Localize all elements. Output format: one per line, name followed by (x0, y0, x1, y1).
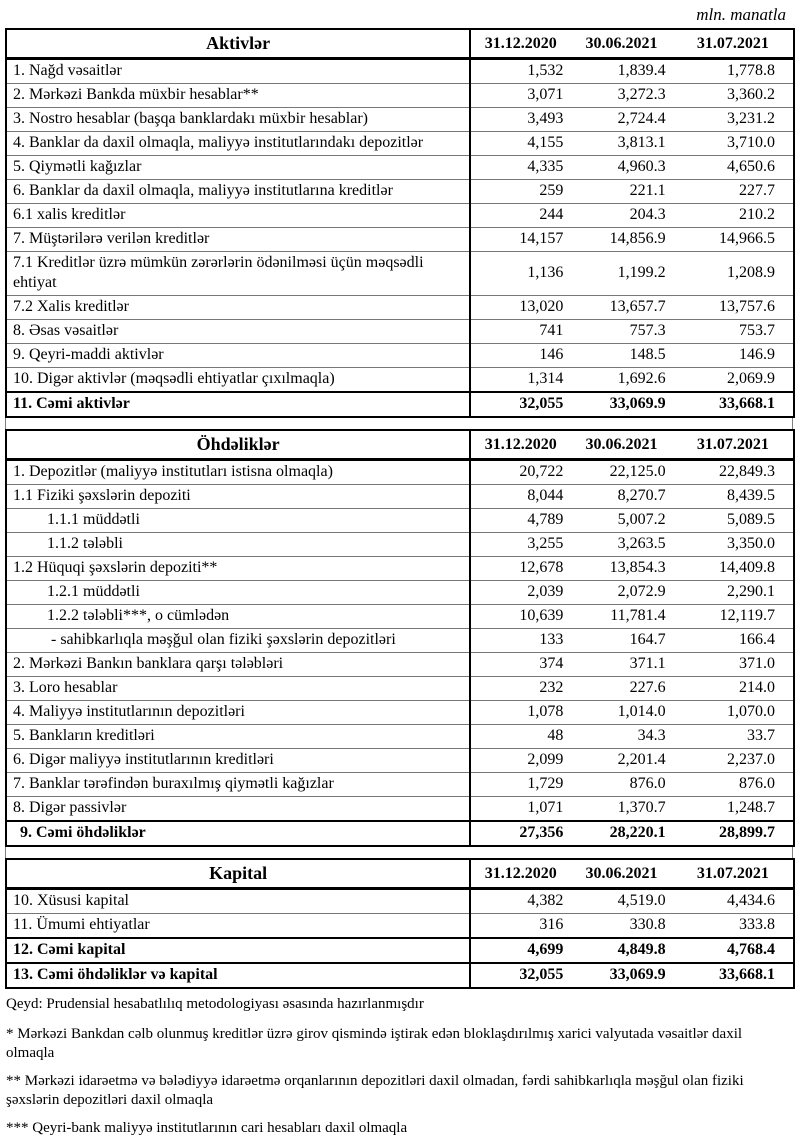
row-label: 1. Nağd vəsaitlər (6, 59, 470, 84)
row-value: 2,072.9 (570, 581, 672, 605)
row-value: 4,519.0 (570, 889, 672, 914)
row-value: 3,231.2 (673, 108, 794, 132)
row-label: 1.2 Hüquqi şəxslərin depoziti** (6, 557, 470, 581)
row-value: 753.7 (673, 320, 794, 344)
total-row (6, 821, 794, 846)
row-label: 9. Cəmi öhdəliklər (6, 821, 470, 846)
row-value: 33,069.9 (570, 392, 672, 417)
table-row (6, 132, 794, 156)
table-row (6, 581, 794, 605)
row-value: 1,839.4 (570, 59, 672, 84)
row-value: 2,724.4 (570, 108, 672, 132)
row-value: 32,055 (470, 963, 570, 988)
table-row (6, 485, 794, 509)
column-header-date1: 31.12.2020 (470, 859, 570, 889)
row-value: 3,272.3 (570, 84, 672, 108)
row-label: 12. Cəmi kapital (6, 938, 470, 963)
row-label: 7.2 Xalis kreditlər (6, 296, 470, 320)
row-value: 3,813.1 (570, 132, 672, 156)
row-value: 4,849.8 (570, 938, 672, 963)
row-value: 333.8 (673, 914, 794, 939)
row-value: 232 (470, 677, 570, 701)
table-row (6, 773, 794, 797)
unit-label: mln. manatla (696, 5, 786, 24)
row-value: 22,849.3 (673, 460, 794, 485)
row-label: 7. Müştərilərə verilən kreditlər (6, 228, 470, 252)
assets-header-row (6, 29, 794, 59)
row-value: 876.0 (673, 773, 794, 797)
row-value: 4,789 (470, 509, 570, 533)
row-value: 2,039 (470, 581, 570, 605)
row-value: 28,220.1 (570, 821, 672, 846)
row-value: 1,070.0 (673, 701, 794, 725)
row-value: 1,692.6 (570, 368, 672, 393)
row-value: 4,960.3 (570, 156, 672, 180)
row-value: 876.0 (570, 773, 672, 797)
row-value: 3,255 (470, 533, 570, 557)
row-value: 3,710.0 (673, 132, 794, 156)
table-gap (5, 418, 793, 429)
row-value: 2,069.9 (673, 368, 794, 393)
row-label: 7.1 Kreditlər üzrə mümkün zərərlərin ödənilməsi üçün məqsədli ehtiyat (6, 252, 470, 296)
row-label: 1.2.2 tələbli***, o cümlədən (6, 605, 470, 629)
row-value: 1,778.8 (673, 59, 794, 84)
table-row (6, 653, 794, 677)
row-value: 164.7 (570, 629, 672, 653)
table-row (6, 889, 794, 914)
row-value: 12,678 (470, 557, 570, 581)
row-label: 2. Mərkəzi Bankda müxbir hesablar** (6, 84, 470, 108)
row-label: 1.1.2 tələbli (6, 533, 470, 557)
row-label: 2. Mərkəzi Bankın banklara qarşı tələbləri (6, 653, 470, 677)
row-value: 2,099 (470, 749, 570, 773)
liabilities-table (5, 429, 795, 847)
table-row (6, 84, 794, 108)
row-value: 741 (470, 320, 570, 344)
row-label: 7. Banklar tərəfindən buraxılmış qiymətli kağızlar (6, 773, 470, 797)
row-value: 13,020 (470, 296, 570, 320)
row-value: 33,668.1 (673, 963, 794, 988)
row-value: 2,290.1 (673, 581, 794, 605)
row-value: 1,532 (470, 59, 570, 84)
row-value: 4,768.4 (673, 938, 794, 963)
column-header-date3: 31.07.2021 (673, 859, 794, 889)
footnotes-block (6, 995, 790, 1138)
row-value: 14,966.5 (673, 228, 794, 252)
row-value: 1,071 (470, 797, 570, 822)
row-value: 33,668.1 (673, 392, 794, 417)
row-value: 244 (470, 204, 570, 228)
row-value: 28,899.7 (673, 821, 794, 846)
row-value: 330.8 (570, 914, 672, 939)
table-row (6, 701, 794, 725)
row-label: 13. Cəmi öhdəliklər və kapital (6, 963, 470, 988)
row-label: 9. Qeyri-maddi aktivlər (6, 344, 470, 368)
row-value: 374 (470, 653, 570, 677)
section-title-assets: Aktivlər (6, 29, 470, 59)
table-row (6, 725, 794, 749)
row-value: 34.3 (570, 725, 672, 749)
table-row (6, 320, 794, 344)
row-value: 259 (470, 180, 570, 204)
row-label: - sahibkarlıqla məşğul olan fiziki şəxslərin depozitləri (6, 629, 470, 653)
row-value: 1,729 (470, 773, 570, 797)
assets-table (5, 28, 795, 418)
footnote-3: *** Qeyri-bank maliyyə institutlarının cari hesabları daxil olmaqla (6, 1120, 408, 1136)
row-value: 227.7 (673, 180, 794, 204)
row-label: 1.2.1 müddətli (6, 581, 470, 605)
row-label: 4. Maliyyə institutlarının depozitləri (6, 701, 470, 725)
section-title-liabilities: Öhdəliklər (6, 430, 470, 460)
row-label: 6. Digər maliyyə institutlarının kreditləri (6, 749, 470, 773)
row-label: 6.1 xalis kreditlər (6, 204, 470, 228)
row-value: 13,757.6 (673, 296, 794, 320)
row-label: 6. Banklar da daxil olmaqla, maliyyə institutlarına kreditlər (6, 180, 470, 204)
total-row (6, 392, 794, 417)
table-row (6, 629, 794, 653)
row-value: 1,078 (470, 701, 570, 725)
row-value: 3,360.2 (673, 84, 794, 108)
row-label: 8. Əsas vəsaitlər (6, 320, 470, 344)
table-row (6, 228, 794, 252)
row-value: 1,014.0 (570, 701, 672, 725)
row-value: 3,071 (470, 84, 570, 108)
row-value: 227.6 (570, 677, 672, 701)
row-value: 1,370.7 (570, 797, 672, 822)
table-row (6, 108, 794, 132)
row-value: 3,263.5 (570, 533, 672, 557)
row-value: 5,089.5 (673, 509, 794, 533)
row-label: 3. Loro hesablar (6, 677, 470, 701)
column-header-date1: 31.12.2020 (470, 29, 570, 59)
table-row (6, 59, 794, 84)
column-header-date1: 31.12.2020 (470, 430, 570, 460)
row-value: 13,657.7 (570, 296, 672, 320)
row-label: 1.1 Fiziki şəxslərin depoziti (6, 485, 470, 509)
column-header-date3: 31.07.2021 (673, 430, 794, 460)
row-value: 4,699 (470, 938, 570, 963)
row-value: 22,125.0 (570, 460, 672, 485)
section-title-capital: Kapital (6, 859, 470, 889)
table-row (6, 509, 794, 533)
row-label: 3. Nostro hesablar (başqa banklardakı müxbir hesablar) (6, 108, 470, 132)
row-label: 8. Digər passivlər (6, 797, 470, 822)
report-note: Qeyd: Prudensial hesabatlılıq metodologiyası əsasında hazırlanmışdır (6, 996, 424, 1012)
table-row (6, 677, 794, 701)
row-value: 316 (470, 914, 570, 939)
row-value: 3,493 (470, 108, 570, 132)
row-value: 133 (470, 629, 570, 653)
row-value: 20,722 (470, 460, 570, 485)
row-value: 5,007.2 (570, 509, 672, 533)
row-value: 4,335 (470, 156, 570, 180)
row-value: 1,136 (470, 252, 570, 296)
footnote-1: * Mərkəzi Bankdan cəlb olunmuş kreditlər üzrə girov qismində iştirak edən bloklaşdırılmış xarici valyutada vəsaitlər daxil olmaqla (6, 1026, 743, 1061)
row-value: 1,199.2 (570, 252, 672, 296)
row-label: 11. Cəmi aktivlər (6, 392, 470, 417)
row-value: 13,854.3 (570, 557, 672, 581)
row-value: 371.0 (673, 653, 794, 677)
row-label: 10. Xüsusi kapital (6, 889, 470, 914)
row-value: 4,434.6 (673, 889, 794, 914)
row-value: 12,119.7 (673, 605, 794, 629)
row-value: 1,248.7 (673, 797, 794, 822)
row-value: 146.9 (673, 344, 794, 368)
table-row (6, 749, 794, 773)
column-header-date2: 30.06.2021 (570, 29, 672, 59)
row-label: 11. Ümumi ehtiyatlar (6, 914, 470, 939)
row-value: 8,439.5 (673, 485, 794, 509)
row-value: 10,639 (470, 605, 570, 629)
row-label: 1.1.1 müddətli (6, 509, 470, 533)
row-value: 210.2 (673, 204, 794, 228)
table-row (6, 460, 794, 485)
row-value: 3,350.0 (673, 533, 794, 557)
table-row (6, 180, 794, 204)
footnote-2: ** Mərkəzi idarəetmə və bələdiyyə idarəetmə orqanlarının depozitləri daxil olmadan, fərdi sahibkarlıqla məşğul olan fiziki şəxslərin depozitləri daxil olmaqla (6, 1073, 744, 1108)
row-value: 27,356 (470, 821, 570, 846)
column-header-date2: 30.06.2021 (570, 430, 672, 460)
row-value: 371.1 (570, 653, 672, 677)
row-value: 148.5 (570, 344, 672, 368)
table-row (6, 914, 794, 939)
column-header-date3: 31.07.2021 (673, 29, 794, 59)
table-row (6, 344, 794, 368)
row-label: 10. Digər aktivlər (məqsədli ehtiyatlar çıxılmaqla) (6, 368, 470, 393)
row-value: 1,208.9 (673, 252, 794, 296)
table-row (6, 797, 794, 822)
row-value: 14,856.9 (570, 228, 672, 252)
table-gap (5, 847, 793, 858)
row-value: 166.4 (673, 629, 794, 653)
row-label: 5. Qiymətli kağızlar (6, 156, 470, 180)
row-value: 1,314 (470, 368, 570, 393)
row-value: 221.1 (570, 180, 672, 204)
table-row (6, 156, 794, 180)
row-value: 8,044 (470, 485, 570, 509)
liabilities-header-row (6, 430, 794, 460)
row-value: 2,237.0 (673, 749, 794, 773)
row-value: 4,650.6 (673, 156, 794, 180)
table-row (6, 557, 794, 581)
row-value: 14,157 (470, 228, 570, 252)
row-value: 32,055 (470, 392, 570, 417)
row-value: 757.3 (570, 320, 672, 344)
total-row (6, 938, 794, 963)
capital-table (5, 858, 795, 989)
row-value: 2,201.4 (570, 749, 672, 773)
row-value: 4,382 (470, 889, 570, 914)
row-label: 1. Depozitlər (maliyyə institutları istisna olmaqla) (6, 460, 470, 485)
table-row (6, 204, 794, 228)
table-row (6, 252, 794, 296)
row-label: 5. Bankların kreditləri (6, 725, 470, 749)
table-row (6, 296, 794, 320)
total-row (6, 963, 794, 988)
row-value: 214.0 (673, 677, 794, 701)
row-value: 33,069.9 (570, 963, 672, 988)
row-value: 11,781.4 (570, 605, 672, 629)
row-value: 8,270.7 (570, 485, 672, 509)
row-value: 204.3 (570, 204, 672, 228)
row-value: 33.7 (673, 725, 794, 749)
table-row (6, 605, 794, 629)
table-row (6, 368, 794, 393)
row-value: 4,155 (470, 132, 570, 156)
capital-header-row (6, 859, 794, 889)
column-header-date2: 30.06.2021 (570, 859, 672, 889)
row-value: 146 (470, 344, 570, 368)
row-label: 4. Banklar da daxil olmaqla, maliyyə institutlarındakı depozitlər (6, 132, 470, 156)
row-value: 14,409.8 (673, 557, 794, 581)
row-value: 48 (470, 725, 570, 749)
table-row (6, 533, 794, 557)
